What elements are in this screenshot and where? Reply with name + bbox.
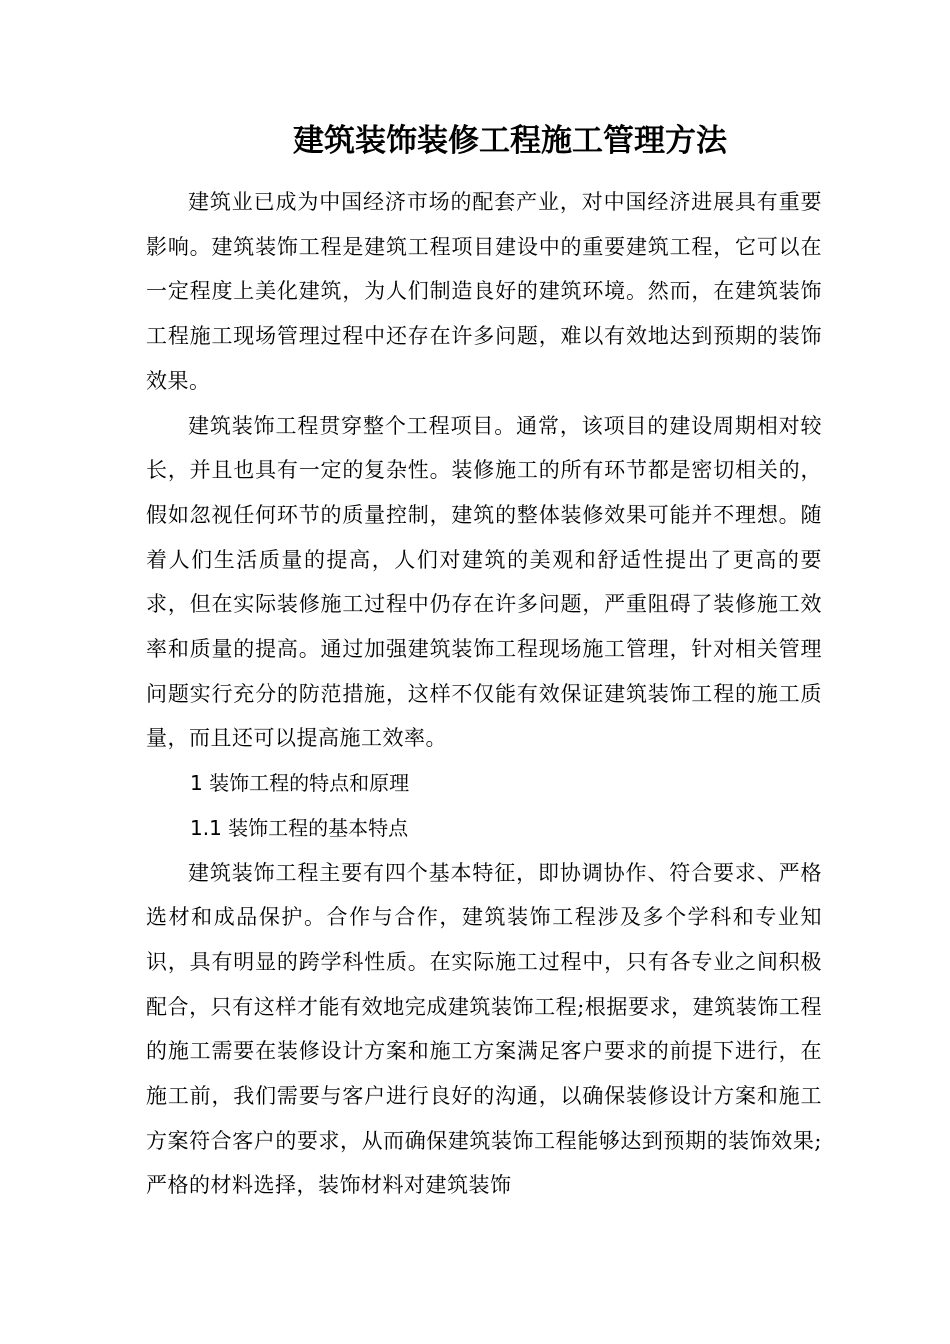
document-title: 建筑装饰装修工程施工管理方法 xyxy=(293,123,727,159)
section-heading-1: 1 装饰工程的特点和原理 xyxy=(190,771,410,796)
paragraph-intro: 建筑业已成为中国经济市场的配套产业，对中国经济进展具有重要影响。建筑装饰工程是建筑工程项目建设中的重要建筑工程，它可以在一定程度上美化建筑，为人们制造良好的建筑环境。然而，在建筑装饰工程施工现场管理过程中还存在许多问题，难以有效地达到预期的装饰效果。 xyxy=(146,190,822,393)
paragraph-features: 建筑装饰工程主要有四个基本特征，即协调协作、符合要求、严格选材和成品保护。合作与合作，建筑装饰工程涉及多个学科和专业知识，具有明显的跨学科性质。在实际施工过程中，只有各专业之间积极配合，只有这样才能有效地完成建筑装饰工程;根据要求，建筑装饰工程的施工需要在装修设计方案和施工方案满足客户要求的前提下进行，在施工前，我们需要与客户进行良好的沟通，以确保装修设计方案和施工方案符合客户的要求，从而确保建筑装饰工程能够达到预期的装饰效果;严格的材料选择，装饰材料对建筑装饰 xyxy=(146,860,822,1198)
paragraph-overview: 建筑装饰工程贯穿整个工程项目。通常，该项目的建设周期相对较长，并且也具有一定的复杂性。装修施工的所有环节都是密切相关的，假如忽视任何环节的质量控制，建筑的整体装修效果可能并不理想。随着人们生活质量的提高，人们对建筑的美观和舒适性提出了更高的要求，但在实际装修施工过程中仍存在许多问题，严重阻碍了装修施工效率和质量的提高。通过加强建筑装饰工程现场施工管理，针对相关管理问题实行充分的防范措施，这样不仅能有效保证建筑装饰工程的施工质量，而且还可以提高施工效率。 xyxy=(146,413,822,751)
document-body xyxy=(146,180,822,1208)
section-heading-1-1: 1.1 装饰工程的基本特点 xyxy=(190,815,409,840)
